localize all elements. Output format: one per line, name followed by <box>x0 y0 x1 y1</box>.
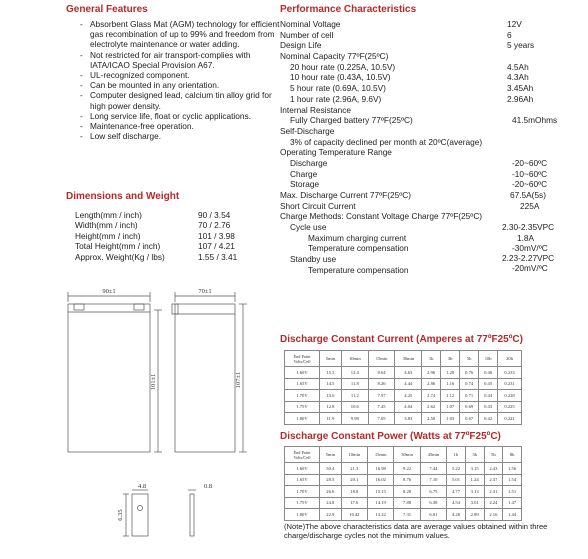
table-cell: 7.88 <box>394 497 420 509</box>
table-cell: 1.56 <box>503 463 522 475</box>
performance-value: 2.23-2.27VPC <box>502 253 555 264</box>
table-cell: 14.19 <box>368 497 394 509</box>
table-header-cell: 15min <box>368 447 394 463</box>
performance-label: Temperature compensation <box>308 264 409 275</box>
table-cell: 16.42 <box>341 509 367 521</box>
table-cell: 1.75V <box>285 401 320 413</box>
table-cell: 1.47 <box>503 497 522 509</box>
table-row <box>285 390 522 402</box>
performance-value: 4.5Ah <box>507 61 529 72</box>
table-cell: 0.44 <box>479 390 498 402</box>
dimension-label: Approx. Weight(Kg / lbs) <box>75 251 165 262</box>
table-cell: 6.75 <box>420 486 446 498</box>
performance-label: Maximum charging current <box>308 232 407 243</box>
table-cell: 4.25 <box>395 390 422 402</box>
table-cell: 4.54 <box>447 497 466 509</box>
dimension-label: Height(mm / inch) <box>75 230 141 241</box>
performance-label: Number of cell <box>280 29 334 40</box>
side-width-label: 70±1 <box>198 288 212 295</box>
table-cell: 12.8 <box>320 401 342 413</box>
table-cell: 4.44 <box>395 378 422 390</box>
footnote: (Note)The above characteristics data are average values obtained within three charge/discharge cycles not the minimum values. <box>284 522 548 541</box>
height-label: 101±1 <box>150 373 157 391</box>
table-row <box>285 486 522 498</box>
terminal-width-label: 4.8 <box>137 483 147 490</box>
table-header-cell: 10h <box>479 351 498 367</box>
table-header-cell: 8h <box>503 447 522 463</box>
performance-value: 67.5A(5s) <box>510 190 546 200</box>
table-cell: 0.233 <box>498 367 522 379</box>
table-cell: 15.3 <box>320 367 342 379</box>
table-cell: 8.28 <box>394 486 420 498</box>
table-cell: 8.76 <box>394 474 420 486</box>
discharge-power-table <box>284 446 522 521</box>
table-row <box>285 463 522 475</box>
table-cell: 1.65V <box>285 474 320 486</box>
table-cell: 2.31 <box>484 486 503 498</box>
table-cell: 0.74 <box>460 378 479 390</box>
table-cell: 7.97 <box>368 390 395 402</box>
performance-label: Short Circuit Current <box>280 200 356 211</box>
performance-row <box>280 19 580 30</box>
dimensions-table <box>75 210 258 262</box>
table-cell: 0.228 <box>498 390 522 402</box>
table-row <box>285 401 522 413</box>
dimension-row <box>75 210 258 220</box>
performance-row <box>280 62 580 73</box>
table-cell: 11.8 <box>341 378 368 390</box>
dimension-label: Width(mm / inch) <box>75 220 138 231</box>
table-cell: 7.45 <box>368 401 395 413</box>
performance-label: Internal Resistance <box>280 104 352 115</box>
table-row <box>285 367 522 379</box>
table-cell: 13.6 <box>320 390 342 402</box>
performance-row <box>280 83 580 94</box>
performance-label: Nominal Voltage <box>280 19 341 29</box>
table-header-cell: 5min <box>320 351 342 367</box>
discharge-current-title: Discharge Constant Current (Amperes at 77ºF25ºC) <box>280 334 523 345</box>
performance-value: 4.3Ah <box>507 72 529 83</box>
table-header-row <box>285 447 522 463</box>
table-header-cell: 5h <box>460 351 479 367</box>
table-cell: 0.43 <box>479 401 498 413</box>
performance-label: 5 hour rate (0.69A, 10.5V) <box>290 83 386 94</box>
dimension-value: 1.55 / 3.41 <box>198 251 238 262</box>
general-features-list <box>80 19 280 141</box>
performance-value: 2.30-2.35VPC <box>502 222 555 233</box>
table-cell: 14.5 <box>320 378 342 390</box>
table-cell: 1.75V <box>285 497 320 509</box>
table-cell: 1.51 <box>503 486 522 498</box>
table-header-cell: 15min <box>368 351 395 367</box>
performance-list <box>280 19 580 276</box>
feature-item: - Not restricted for air transport-complies with IATA/ICAO Special Provision A67. <box>80 50 280 70</box>
table-cell: 9.22 <box>394 463 420 475</box>
table-cell: 1.03 <box>441 413 460 425</box>
table-cell: 1.70V <box>285 486 320 498</box>
discharge-current-table <box>284 350 522 425</box>
table-cell: 3.01 <box>465 497 484 509</box>
table-cell: 2.16 <box>484 509 503 521</box>
performance-row <box>280 40 580 51</box>
performance-value: -30mV/ºC <box>512 243 548 254</box>
table-cell: 1.80V <box>285 413 320 425</box>
table-cell: 3.15 <box>465 463 484 475</box>
dimension-value: 101 / 3.98 <box>198 230 235 241</box>
dimension-label: Length(mm / inch) <box>75 210 142 220</box>
table-cell: 15.15 <box>368 486 394 498</box>
performance-value: 3.45Ah <box>507 83 534 94</box>
table-cell: 0.42 <box>479 413 498 425</box>
table-cell: 2.74 <box>422 390 441 402</box>
table-cell: 16.02 <box>368 474 394 486</box>
table-cell: 2.62 <box>422 401 441 413</box>
terminal-height-label: 6.35 <box>117 509 124 521</box>
table-cell: 4.63 <box>395 367 422 379</box>
table-header-cell: 30min <box>394 447 420 463</box>
table-cell: 0.221 <box>498 413 522 425</box>
table-header-cell: End Point Volts/Cell <box>285 351 320 367</box>
performance-label: Discharge <box>290 157 328 168</box>
table-cell: 1.70V <box>285 390 320 402</box>
performance-row <box>280 105 580 116</box>
table-header-cell: 3h <box>441 351 460 367</box>
performance-row <box>280 211 580 222</box>
performance-value: -20~60ºC <box>512 179 548 190</box>
performance-value: -10~60ºC <box>512 168 548 179</box>
dimension-value: 90 / 3.54 <box>198 210 231 220</box>
table-cell: 7.44 <box>420 463 446 475</box>
performance-label: Fully Charged battery 77ºF(25ºC) <box>290 115 413 126</box>
front-width-label: 90±1 <box>102 288 116 295</box>
table-cell: 11.9 <box>320 413 342 425</box>
performance-label: 10 hour rate (0.43A, 10.5V) <box>290 72 391 83</box>
performance-value: 225A <box>520 200 540 211</box>
table-header-cell: 5min <box>320 447 342 463</box>
dimension-row <box>75 252 258 262</box>
discharge-power-title: Discharge Constant Power (Watts at 77ºF25ºC) <box>280 431 501 442</box>
performance-label: Cycle use <box>290 222 327 233</box>
battery-dimension-drawing <box>60 282 260 557</box>
table-cell: 6.01 <box>420 509 446 521</box>
performance-value: -20mV/ºC <box>512 262 548 273</box>
performance-row <box>280 147 580 158</box>
table-cell: 0.76 <box>460 367 479 379</box>
performance-value: 41.5mOhms <box>512 115 558 126</box>
performance-value: 5 years <box>507 40 535 51</box>
table-header-cell: 5h <box>484 447 503 463</box>
table-cell: 0.225 <box>498 401 522 413</box>
table-cell: 9.98 <box>341 413 368 425</box>
table-cell: 16.98 <box>368 463 394 475</box>
performance-row <box>280 126 580 137</box>
performance-row <box>280 190 580 201</box>
performance-row <box>280 179 580 190</box>
performance-label: Charge <box>290 168 318 179</box>
table-cell: 21.3 <box>341 463 367 475</box>
feature-item: - UL-recognized component. <box>80 70 280 80</box>
table-cell: 13.22 <box>368 509 394 521</box>
table-header-cell: 1h <box>422 351 441 367</box>
performance-row <box>280 233 580 244</box>
performance-value: -20~60ºC <box>512 157 548 168</box>
table-cell: 24.8 <box>320 497 342 509</box>
performance-label: 1 hour rate (2.96A, 9.6V) <box>290 93 382 104</box>
table-header-cell: 45min <box>420 447 446 463</box>
performance-value: 12V <box>507 19 522 29</box>
table-cell: 2.96 <box>422 367 441 379</box>
terminal-thickness-label: 0.8 <box>203 483 213 490</box>
table-cell: 8.64 <box>368 367 395 379</box>
performance-row <box>280 222 580 233</box>
table-header-cell: 1h <box>447 447 466 463</box>
table-cell: 0.71 <box>460 390 479 402</box>
feature-item: - Low self discharge. <box>80 131 280 141</box>
table-cell: 3.13 <box>465 486 484 498</box>
feature-item: - Computer designed lead, calcium tin alloy grid for high power density. <box>80 90 280 110</box>
table-header-row <box>285 351 522 367</box>
table-cell: 1.12 <box>441 390 460 402</box>
table-cell: 28.5 <box>320 474 342 486</box>
table-cell: 2.37 <box>484 474 503 486</box>
performance-label: Storage <box>290 179 320 190</box>
table-header-cell: 3h <box>465 447 484 463</box>
table-cell: 26.6 <box>320 486 342 498</box>
table-cell: 11.2 <box>341 390 368 402</box>
table-cell: 30.4 <box>320 463 342 475</box>
dimension-label: Total Height(mm / inch) <box>75 241 161 252</box>
performance-row <box>280 115 580 126</box>
feature-item: - Long service life, float or cyclic applications. <box>80 111 280 121</box>
performance-value: 2.96Ah <box>507 93 534 104</box>
table-cell: 7.10 <box>420 474 446 486</box>
performance-row <box>280 94 580 105</box>
table-cell: 4.04 <box>395 401 422 413</box>
table-row <box>285 474 522 486</box>
general-features-title: General Features <box>66 4 148 15</box>
table-cell: 1.60V <box>285 367 320 379</box>
table-cell: 5.01 <box>447 474 466 486</box>
table-cell: 1.80V <box>285 509 320 521</box>
performance-value: 6 <box>507 29 512 40</box>
dimension-value: 70 / 2.76 <box>198 220 231 231</box>
performance-label: Self-Discharge <box>280 125 335 136</box>
table-cell: 2.24 <box>484 497 503 509</box>
table-row <box>285 497 522 509</box>
table-cell: 18.8 <box>341 486 367 498</box>
performance-row <box>280 158 580 169</box>
table-cell: 0.231 <box>498 378 522 390</box>
table-header-cell: 20h <box>498 351 522 367</box>
table-cell: 0.45 <box>479 378 498 390</box>
table-cell: 17.6 <box>341 497 367 509</box>
feature-item: - Can be mounted in any orientation. <box>80 80 280 90</box>
dimension-value: 107 / 4.21 <box>198 241 235 252</box>
performance-row <box>280 262 580 276</box>
dimension-row <box>75 231 258 241</box>
table-cell: 4.28 <box>447 509 466 521</box>
table-header-cell: 10min <box>341 351 368 367</box>
performance-label: Operating Temperature Range <box>280 147 392 158</box>
performance-row <box>280 137 580 148</box>
performance-value: 1.8A <box>517 232 535 243</box>
performance-label: Standby use <box>290 254 337 265</box>
performance-label: 20 hour rate (0.225A, 10.5V) <box>290 61 396 72</box>
table-cell: 8.26 <box>368 378 395 390</box>
performance-row <box>280 169 580 180</box>
performance-label: 3% of capacity declined per month at 20ºC(average) <box>290 136 483 147</box>
table-cell: 1.54 <box>503 474 522 486</box>
table-cell: 0.46 <box>479 367 498 379</box>
table-cell: 7.05 <box>368 413 395 425</box>
table-row <box>285 509 522 521</box>
table-cell: 1.24 <box>465 474 484 486</box>
table-header-cell: 30min <box>395 351 422 367</box>
performance-label: Nominal Capacity 77ºF(25ºC) <box>280 51 389 62</box>
table-cell: 1.60V <box>285 463 320 475</box>
table-row <box>285 413 522 425</box>
table-cell: 7.31 <box>394 509 420 521</box>
table-cell: 4.77 <box>447 486 466 498</box>
feature-item: - Maintenance-free operation. <box>80 121 280 131</box>
table-cell: 1.16 <box>441 378 460 390</box>
table-cell: 3.83 <box>395 413 422 425</box>
table-cell: 0.69 <box>460 401 479 413</box>
table-cell: 10.6 <box>341 401 368 413</box>
table-cell: 20.1 <box>341 474 367 486</box>
dimension-row <box>75 220 258 230</box>
table-cell: 2.43 <box>484 463 503 475</box>
table-cell: 2.50 <box>422 413 441 425</box>
table-cell: 0.67 <box>460 413 479 425</box>
table-header-cell: End Point Volts/Cell <box>285 447 320 463</box>
table-cell: 6.38 <box>420 497 446 509</box>
performance-row <box>280 51 580 62</box>
performance-row <box>280 201 580 212</box>
dimension-row <box>75 241 258 251</box>
performance-label: Max. Discharge Current 77ºF(25ºC) <box>280 190 412 200</box>
performance-label: Temperature compensation <box>308 243 409 254</box>
performance-row <box>280 72 580 83</box>
table-cell: 1.65V <box>285 378 320 390</box>
table-cell: 22.9 <box>320 509 342 521</box>
feature-item: - Absorbent Glass Mat (AGM) technology for efficient gas recombination of up to 99% and freedom from electrolyte maintenance or water adding. <box>80 19 280 50</box>
table-cell: 5.22 <box>447 463 466 475</box>
table-header-cell: 10min <box>341 447 367 463</box>
table-cell: 12.4 <box>341 367 368 379</box>
performance-row <box>280 30 580 41</box>
table-cell: 2.89 <box>465 509 484 521</box>
performance-label: Charge Methods: Constant Voltage Charge 77ºF(25ºC) <box>280 211 483 222</box>
table-cell: 2.86 <box>422 378 441 390</box>
table-cell: 1.20 <box>441 367 460 379</box>
total-height-label: 107±1 <box>235 371 242 389</box>
performance-title: Performance Characteristics <box>280 4 417 15</box>
table-row <box>285 378 522 390</box>
performance-label: Design Life <box>280 40 322 51</box>
table-cell: 1.44 <box>503 509 522 521</box>
dimensions-title: Dimensions and Weight <box>66 191 180 202</box>
table-cell: 1.07 <box>441 401 460 413</box>
